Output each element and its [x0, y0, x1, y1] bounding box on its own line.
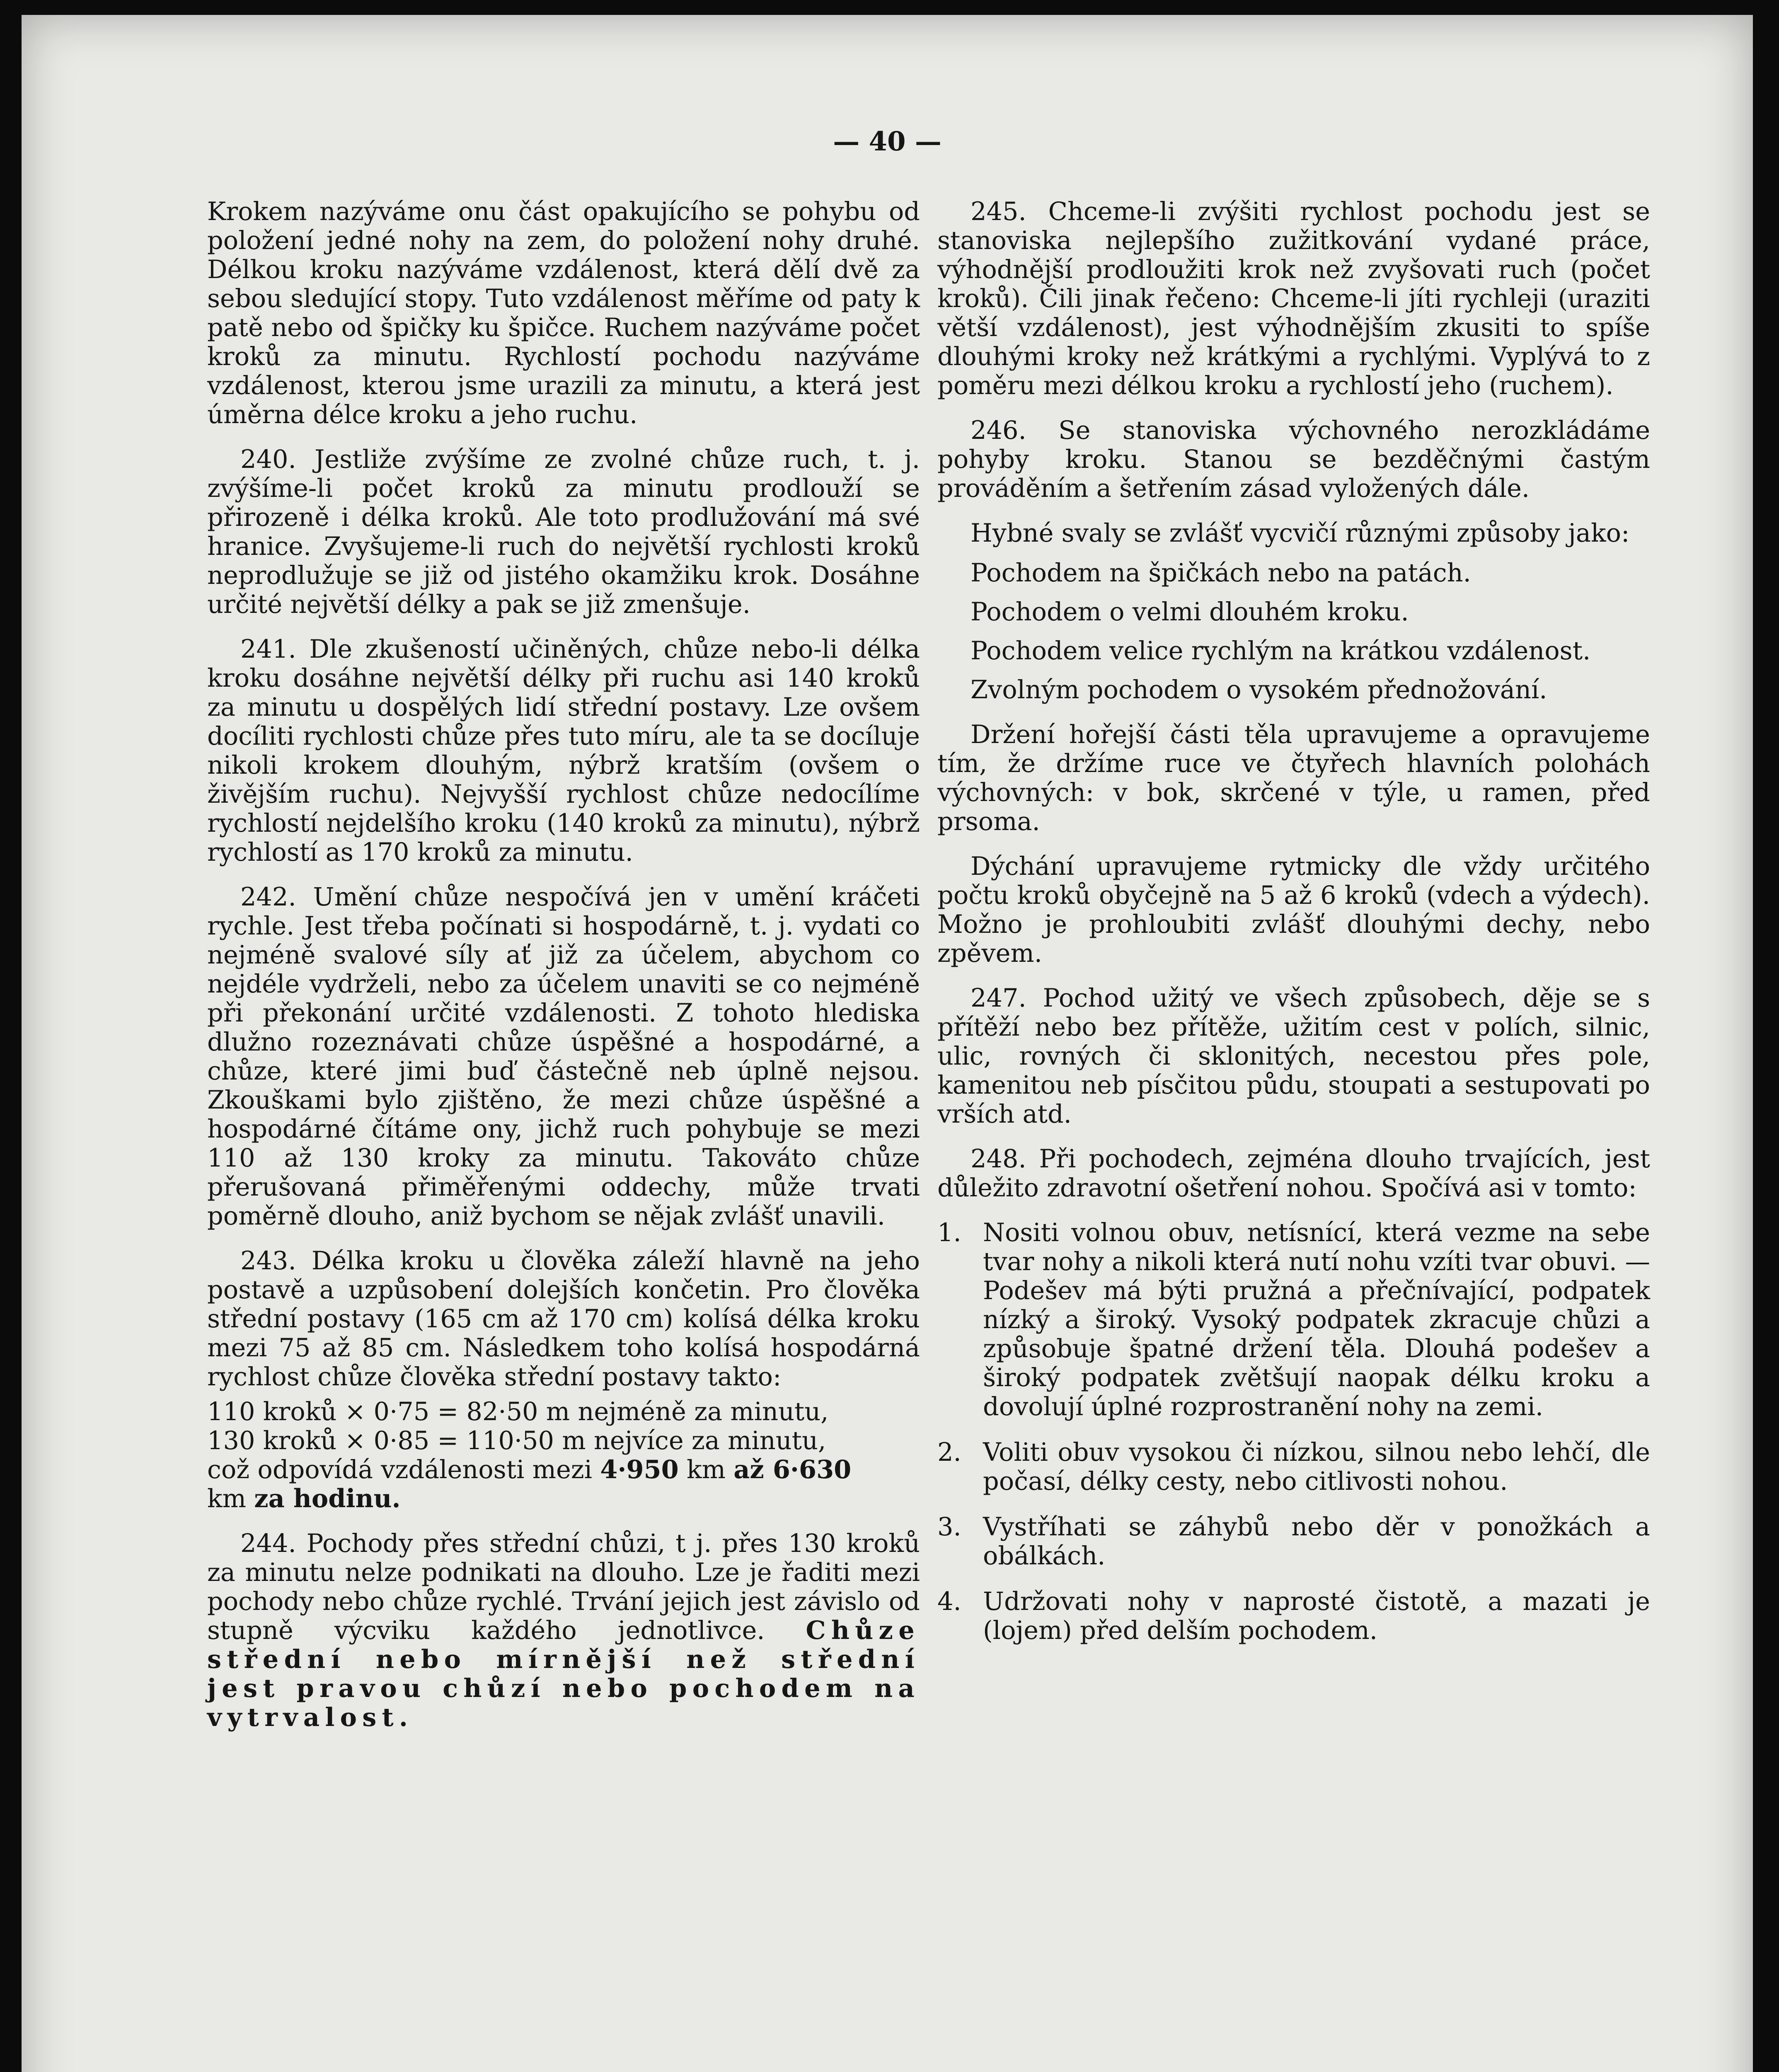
- calc-per-hour: za hodinu.: [254, 1484, 401, 1513]
- paragraph-244-text: 244. Pochody přes střední chůzi, t j. přes 130 kroků za minutu nelze podnikati na dlouho. Lze je řaditi mezi pochody nebo chůze rychlé. Trvání jejich jest závislo od stupně výcviku každého jednotlivce.: [207, 1529, 920, 1645]
- calc-km-unit: km: [686, 1455, 726, 1484]
- paragraph-246: 246. Se stanoviska výchovného nerozkládáme pohyby kroku. Stanou se bezděčnými častým prováděním a šetřením zásad vyložených dále.: [937, 416, 1650, 503]
- exercise-item-2: Pochodem o velmi dlouhém kroku.: [971, 598, 1409, 627]
- paragraph-svaly: Hybné svaly se zvlášť vycvičí různými způsoby jako:: [971, 519, 1630, 548]
- paragraph-240: 240. Jestliže zvýšíme ze zvolné chůze ruch, t. j. zvýšíme-li počet kroků za minutu prodlouží se přirozeně i délka kroků. Ale toto prodlužování má své hranice. Zvyšujeme-li ruch do největší rychlosti kroků neprodlužuje se již od jistého okamžiku krok. Dosáhne určité největší délky a pak se již zmenšuje.: [207, 445, 920, 619]
- calc-row-4: [207, 1484, 920, 1513]
- paragraph-248: 248. Při pochodech, zejména dlouho trvajících, jest důležito zdravotní ošetření nohou. Spočívá asi v tomto:: [937, 1145, 1650, 1203]
- list-item-number: 1.: [937, 1218, 961, 1247]
- paragraph-244-emphasis: Chůze střední nebo mírnější než střední jest pravou chůzí nebo pochodem na vytrvalost.: [207, 1616, 920, 1732]
- list-item-text: Voliti obuv vysokou či nízkou, silnou nebo lehčí, dle počasí, délky cesty, nebo citlivosti nohou.: [983, 1438, 1650, 1496]
- page-number: — 40 —: [833, 126, 942, 157]
- calc-row-2: 130 kroků × 0·85 = 110·50 m nejvíce za minutu,: [207, 1426, 826, 1455]
- right-column: [937, 197, 1650, 1662]
- calc-min-km: 4·950: [600, 1455, 679, 1484]
- paragraph-242: 242. Umění chůze nespočívá jen v umění kráčeti rychle. Jest třeba počínati si hospodárně, t. j. vydati co nejméně svalové síly ať již za účelem, abychom co nejdéle vydrželi, nebo za účelem unaviti se co nejméně při překonání určité vzdálenosti. Z tohoto hlediska dlužno rozeznávati chůze úspěšné a hospodárné, a chůze, které jimi buď částečně neb úplně nejsou. Zkouškami bylo zjištěno, že mezi chůze úspěšné a hospodárné čítáme ony, jichž ruch pohybuje se mezi 110 až 130 kroky za minutu. Takováto chůze přerušovaná přiměřenými oddechy, může trvati poměrně dlouho, aniž bychom se nějak zvlášť unavili.: [207, 883, 920, 1231]
- scanned-page: [22, 15, 1753, 2072]
- list-item: [937, 1513, 1650, 1571]
- paragraph-intro: Krokem nazýváme onu část opakujícího se pohybu od položení jedné nohy na zem, do položení nohy druhé. Délkou kroku nazýváme vzdálenost, která dělí dvě za sebou sledující stopy. Tuto vzdálenost měříme od paty k patě nebo od špičky ku špičce. Ruchem nazýváme počet kroků za minutu. Rychlostí pochodu nazýváme vzdálenost, kterou jsme urazili za minutu, a která jest úměrna délce kroku a jeho ruchu.: [207, 197, 920, 429]
- paragraph-dychani: Dýchání upravujeme rytmicky dle vždy určitého počtu kroků obyčejně na 5 až 6 kroků (vdech a výdech). Možno je prohloubiti zvlášť dlouhými dechy, nebo zpěvem.: [937, 852, 1650, 968]
- list-item-number: 2.: [937, 1438, 961, 1467]
- calc-max-km: až 6·630: [733, 1455, 852, 1484]
- list-item: [937, 1438, 1650, 1496]
- calc-row-3: [207, 1455, 920, 1484]
- calc-row-3-text: což odpovídá vzdálenosti mezi: [207, 1455, 593, 1484]
- paragraph-243: 243. Délka kroku u člověka záleží hlavně na jeho postavě a uzpůsobení dolejších končetin. Pro člověka střední postavy (165 cm až 170 cm) kolísá délka kroku mezi 75 až 85 cm. Následkem toho kolísá hospodárná rychlost chůze člověka střední postavy takto:: [207, 1247, 920, 1392]
- list-item-text: Nositi volnou obuv, netísnící, která vezme na sebe tvar nohy a nikoli která nutí nohu vzíti tvar obuvi. — Podešev má býti pružná a přečnívající, podpatek nízký a široký. Vysoký podpatek zkracuje chůzi a způsobuje špatné držení těla. Dlouhá podešev a široký podpatek zvětšují naopak délku kroku a dovolují úplné rozprostranění nohy na zemi.: [983, 1218, 1650, 1421]
- paragraph-drzeni: Držení hořejší části těla upravujeme a opravujeme tím, že držíme ruce ve čtyřech hlavních polohách výchovných: v bok, skrčené v týle, u ramen, před prsoma.: [937, 720, 1650, 836]
- paragraph-245: 245. Chceme-li zvýšiti rychlost pochodu jest se stanoviska nejlepšího zužitkování vydané práce, výhodnější prodloužiti krok než zvyšovati ruch (počet kroků). Čili jinak řečeno: Chceme-li jíti rychleji (uraziti větší vzdálenost), jest výhodnějším zkusiti to spíše dlouhými kroky než krátkými a rychlými. Vyplývá to z poměru mezi délkou kroku a rychlostí jeho (ruchem).: [937, 197, 1650, 400]
- calc-km-unit-2: km: [207, 1484, 247, 1513]
- list-item-number: 4.: [937, 1587, 961, 1616]
- calc-row-1: 110 kroků × 0·75 = 82·50 m nejméně za minutu,: [207, 1397, 829, 1426]
- care-list: [937, 1218, 1650, 1645]
- calculation-block: [207, 1397, 920, 1513]
- list-item: [937, 1218, 1650, 1421]
- paragraph-247: 247. Pochod užitý ve všech způsobech, děje se s přítěží nebo bez přítěže, užitím cest v polích, silnic, ulic, rovných či sklonitých, necestou přes pole, kamenitou neb písčitou půdu, stoupati a sestupovati po vrších atd.: [937, 984, 1650, 1129]
- list-item-text: Udržovati nohy v naprosté čistotě, a mazati je (lojem) před delším pochodem.: [983, 1587, 1650, 1645]
- paragraph-241: 241. Dle zkušeností učiněných, chůze nebo-li délka kroku dosáhne největší délky při ruchu asi 140 kroků za minutu u dospělých lidí střední postavy. Lze ovšem docíliti rychlosti chůze přes tuto míru, ale ta se docíluje nikoli krokem dlouhým, nýbrž kratším (ovšem o živějším ruchu). Nejvyšší rychlost chůze nedocílíme rychlostí nejdelšího kroku (140 kroků za minutu), nýbrž rychlostí as 170 kroků za minutu.: [207, 635, 920, 867]
- left-column: [207, 197, 920, 1748]
- paragraph-244: [207, 1529, 920, 1732]
- exercise-item-1: Pochodem na špičkách nebo na patách.: [971, 559, 1471, 588]
- list-item-number: 3.: [937, 1513, 961, 1542]
- exercise-item-4: Zvolným pochodem o vysokém přednožování.: [971, 675, 1547, 704]
- list-item: [937, 1587, 1650, 1645]
- list-item-text: Vystříhati se záhybů nebo děr v ponožkách a obálkách.: [983, 1513, 1650, 1571]
- exercise-item-3: Pochodem velice rychlým na krátkou vzdálenost.: [971, 637, 1591, 666]
